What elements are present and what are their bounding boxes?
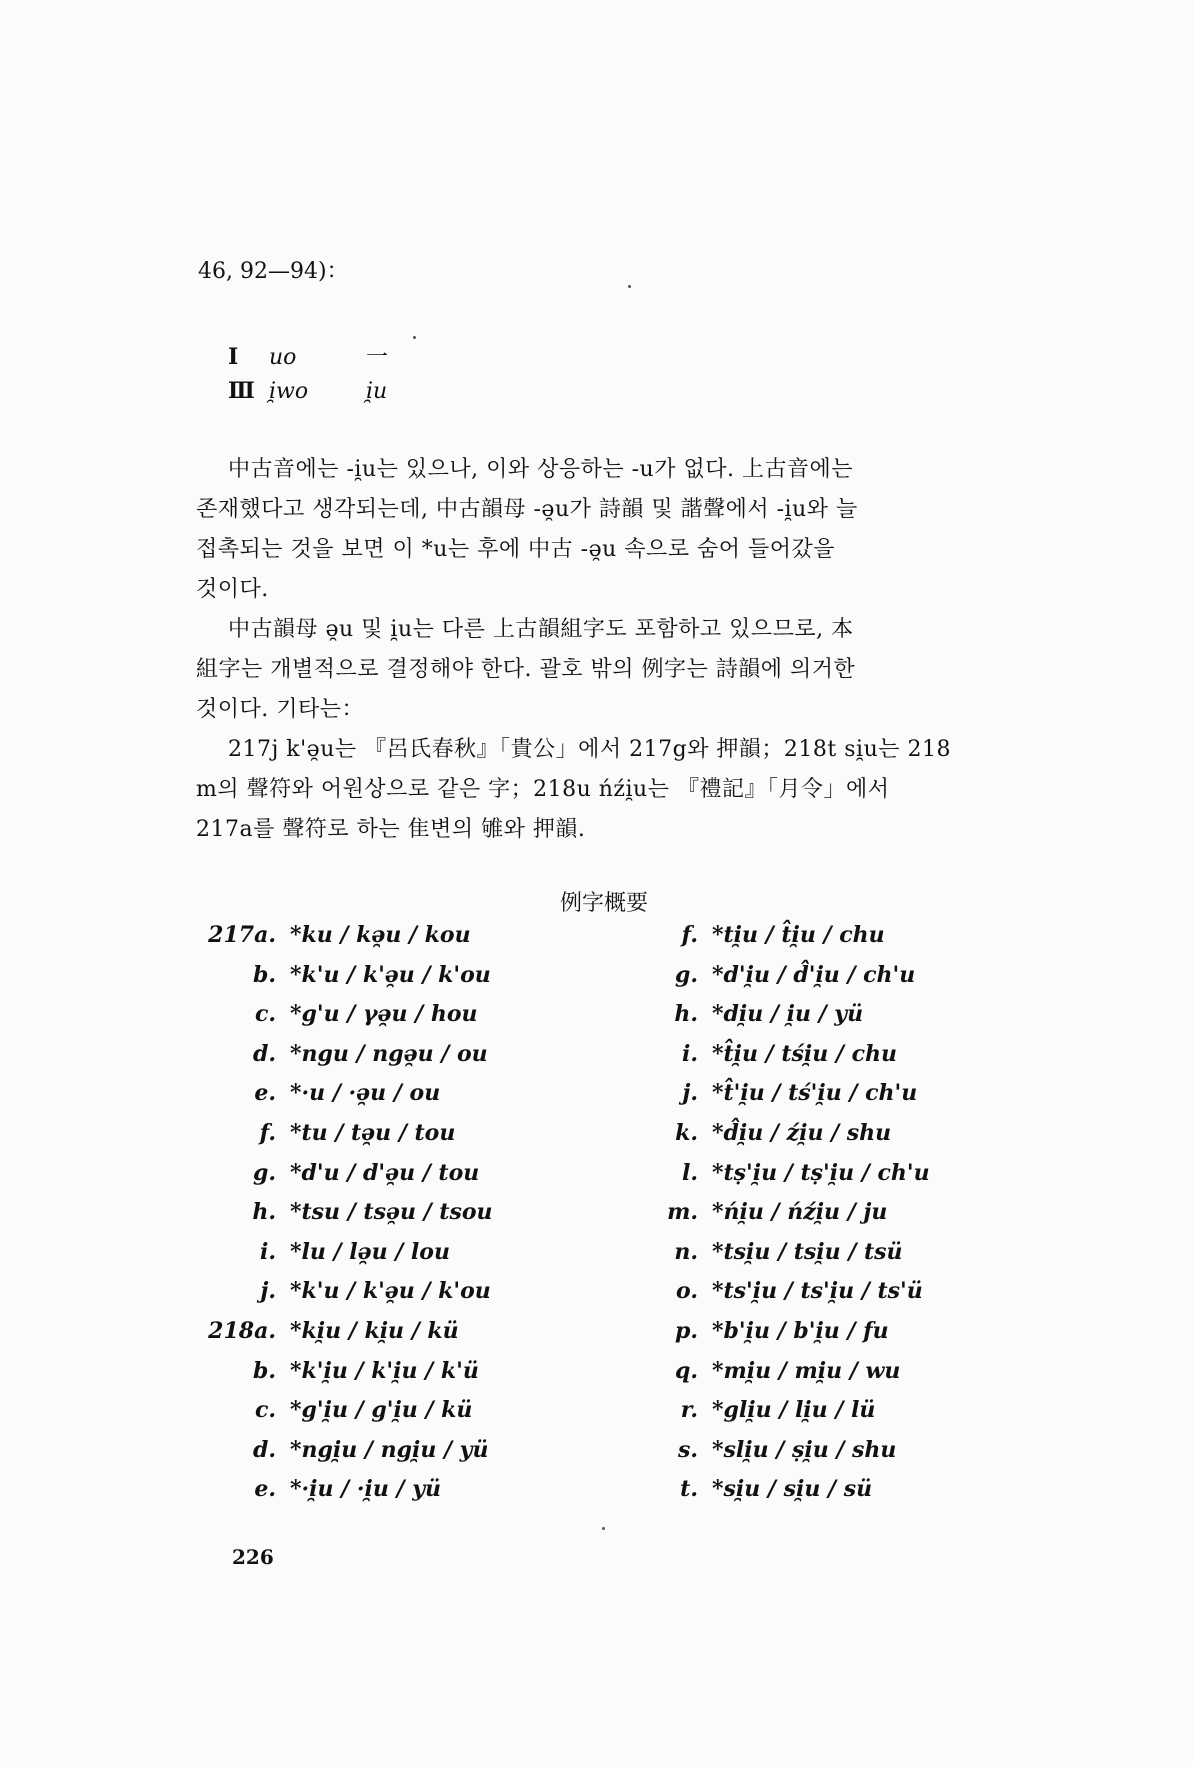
- example-label: f.: [681, 922, 698, 948]
- example-row: [640, 1239, 903, 1265]
- example-label: b.: [252, 1357, 276, 1384]
- example-entry: *t̂'i̯u / tś'i̯u / ch'u: [712, 1080, 918, 1107]
- example-entry: *k'u / k'ə̯u / k'ou: [290, 961, 491, 988]
- example-entry: *·i̯u / ·i̯u / yü: [290, 1476, 442, 1503]
- example-row: [196, 1397, 472, 1423]
- example-entry: *·u / ·ə̯u / ou: [290, 1080, 441, 1107]
- example-label: 218a.: [208, 1318, 276, 1344]
- example-row: [196, 922, 471, 948]
- example-entry: *di̯u / i̯u / yü: [712, 1001, 864, 1028]
- example-label: f.: [259, 1120, 276, 1146]
- example-entry: *d'u / d'ə̯u / tou: [290, 1159, 480, 1186]
- example-label: h.: [252, 1199, 276, 1226]
- example-entry: *lu / lə̯u / lou: [290, 1238, 450, 1265]
- example-entry: *tu / tə̯u / tou: [290, 1120, 456, 1146]
- example-entry: *t̂i̯u / tśi̯u / chu: [712, 1040, 898, 1067]
- example-label: b.: [252, 961, 276, 988]
- example-entry: *si̯u / si̯u / sü: [712, 1476, 873, 1503]
- example-label: 217a.: [208, 922, 276, 948]
- print-speck: [628, 285, 631, 288]
- example-entry: *d'i̯u / d̂'i̯u / ch'u: [712, 961, 916, 988]
- example-entry: *ki̯u / ki̯u / kü: [290, 1318, 459, 1344]
- example-label: n.: [674, 1238, 698, 1265]
- example-row: [196, 1239, 450, 1265]
- example-row: [640, 962, 915, 988]
- example-entry: *ngi̯u / ngi̯u / yü: [290, 1436, 489, 1463]
- paragraph-line: 것이다. 기타는：: [196, 697, 364, 722]
- paragraph-line: 組字는 개별적으로 결정해야 한다. 괄호 밖의 例字는 詩韻에 의거한: [196, 657, 856, 682]
- row-col1: uo: [269, 345, 297, 370]
- example-entry: *tsu / tsə̯u / tsou: [290, 1199, 493, 1226]
- example-entry: *d̂i̯u / źi̯u / shu: [712, 1120, 892, 1146]
- example-row: [640, 1318, 889, 1344]
- row-numeral: I: [228, 344, 239, 370]
- paragraph-line: 217a를 聲符로 하는 隹변의 雊와 押韻.: [196, 817, 586, 842]
- example-row: [196, 1120, 455, 1146]
- example-label: i.: [681, 1040, 698, 1067]
- example-entry: *tṣ'i̯u / tṣ'i̯u / ch'u: [712, 1159, 930, 1186]
- example-label: g.: [674, 961, 698, 988]
- example-row: [640, 1199, 887, 1225]
- example-entry: *g'u / γə̯u / hou: [290, 1001, 478, 1028]
- examples-title: 例字概要: [560, 891, 649, 916]
- row-numeral: Ⅲ: [228, 378, 255, 404]
- example-row: [640, 1358, 900, 1384]
- example-row: [196, 1358, 479, 1384]
- example-row: [640, 1476, 872, 1502]
- vowel-table-row: [228, 378, 387, 404]
- paragraph-line: 것이다.: [196, 577, 269, 602]
- example-label: k.: [675, 1120, 698, 1146]
- example-row: [196, 1080, 440, 1106]
- example-entry: *tsi̯u / tsi̯u / tsü: [712, 1238, 903, 1265]
- example-row: [196, 1001, 478, 1027]
- example-label: i.: [259, 1238, 276, 1265]
- example-label: j.: [682, 1080, 698, 1107]
- example-label: h.: [674, 1001, 698, 1028]
- example-row: [196, 1041, 488, 1067]
- example-entry: *k'u / k'ə̯u / k'ou: [290, 1278, 491, 1305]
- vowel-table-row: [228, 340, 388, 371]
- example-row: [196, 1278, 491, 1304]
- example-label: c.: [254, 1001, 276, 1028]
- example-row: [640, 1160, 930, 1186]
- continuation-header: 46, 92—94)：: [198, 259, 349, 284]
- example-row: [640, 1437, 896, 1463]
- example-entry: *sli̯u / ṣi̯u / shu: [712, 1436, 897, 1463]
- example-row: [196, 1160, 479, 1186]
- paragraph-line: 中古音에는 -i̯u는 있으나, 이와 상응하는 -u가 없다. 上古音에는: [228, 457, 853, 482]
- example-label: d.: [252, 1436, 276, 1463]
- example-label: r.: [680, 1397, 698, 1424]
- example-entry: *b'i̯u / b'i̯u / fu: [712, 1318, 889, 1344]
- example-entry: *g'i̯u / g'i̯u / kü: [290, 1397, 473, 1424]
- print-speck: [602, 1527, 605, 1530]
- example-row: [640, 1278, 923, 1304]
- example-entry: *ti̯u / t̂i̯u / chu: [712, 922, 885, 948]
- example-entry: *k'i̯u / k'i̯u / k'ü: [290, 1357, 479, 1384]
- example-entry: *ngu / ngə̯u / ou: [290, 1040, 488, 1067]
- example-label: m.: [667, 1199, 698, 1226]
- example-row: [640, 1397, 875, 1423]
- example-label: l.: [681, 1159, 698, 1186]
- example-label: o.: [676, 1278, 698, 1305]
- example-label: t.: [680, 1476, 698, 1503]
- page-number: 226: [232, 1545, 274, 1569]
- example-row: [640, 1001, 863, 1027]
- example-entry: *ts'i̯u / ts'i̯u / ts'ü: [712, 1278, 923, 1305]
- example-row: [640, 1041, 897, 1067]
- example-row: [196, 1318, 459, 1344]
- example-entry: *ńi̯u / ńźi̯u / ju: [712, 1199, 888, 1226]
- example-entry: *mi̯u / mi̯u / wu: [712, 1357, 901, 1384]
- example-entry: *gli̯u / li̯u / lü: [712, 1397, 876, 1424]
- paragraph-line: 中古韻母 ə̯u 및 i̯u는 다른 上古韻組字도 포함하고 있으므로, 本: [228, 617, 854, 642]
- example-row: [640, 1080, 917, 1106]
- example-label: c.: [254, 1397, 276, 1424]
- paragraph-line: 존재했다고 생각되는데, 中古韻母 -ə̯u가 詩韻 및 諧聲에서 -i̯u와 늘: [196, 497, 858, 522]
- example-label: j.: [260, 1278, 276, 1305]
- paragraph-line: m의 聲符와 어원상으로 같은 字；218u ńźi̯u는 『禮記』「月令」에서: [196, 777, 890, 802]
- paragraph-line: 접촉되는 것을 보면 이 *u는 후에 中古 -ə̯u 속으로 숨어 들어갔을: [196, 537, 836, 562]
- example-entry: *ku / kə̯u / kou: [290, 922, 471, 948]
- example-label: g.: [252, 1159, 276, 1186]
- example-row: [196, 1476, 441, 1502]
- example-row: [196, 1199, 493, 1225]
- example-row: [640, 922, 885, 948]
- example-label: d.: [252, 1040, 276, 1067]
- example-row: [640, 1120, 891, 1146]
- example-label: e.: [254, 1476, 276, 1503]
- example-label: s.: [677, 1436, 698, 1463]
- row-col2: 一: [366, 345, 389, 370]
- example-label: q.: [674, 1357, 698, 1384]
- example-row: [196, 1437, 488, 1463]
- paragraph-line: 217j k'ə̯u는 『呂氏春秋』「貴公」에서 217g와 押韻；218t si̯u는 218: [228, 737, 951, 762]
- example-label: e.: [254, 1080, 276, 1107]
- row-col2: i̯u: [366, 379, 388, 404]
- example-label: p.: [674, 1318, 698, 1344]
- row-col1: i̯wo: [269, 379, 309, 404]
- example-row: [196, 962, 491, 988]
- print-speck: [413, 336, 416, 339]
